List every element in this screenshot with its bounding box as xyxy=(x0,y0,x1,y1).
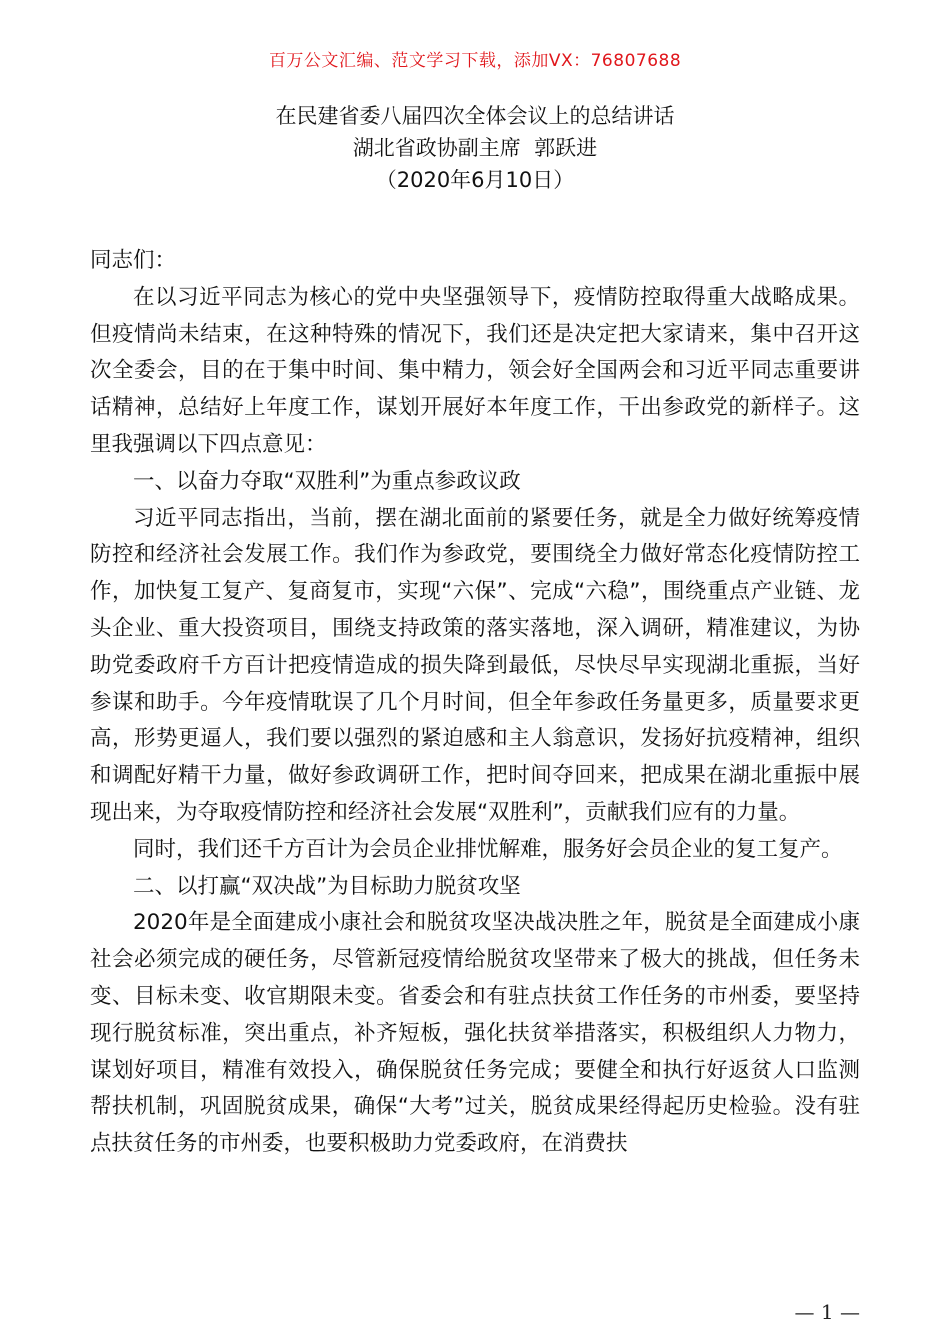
document-header xyxy=(0,100,950,196)
section-heading-2: 二、以打赢“双决战”为目标助力脱贫攻坚 xyxy=(133,873,521,899)
document-title: 在民建省委八届四次全体会议上的总结讲话 xyxy=(275,104,675,128)
paragraph-section1-extra: 同时，我们还千方百计为会员企业排忧解难，服务好会员企业的复工复产。 xyxy=(133,836,843,862)
page-number: — 1 — xyxy=(794,1300,860,1324)
document-body xyxy=(90,243,860,1163)
paragraph-intro: 在以习近平同志为核心的党中央坚强领导下，疫情防控取得重大战略成果。但疫情尚未结束，在这种特殊的情况下，我们还是决定把大家请来，集中召开这次全委会，目的在于集中时间、集中精力，领会好全国两会和习近平同志重要讲话精神，总结好上年度工作，谋划开展好本年度工作，干出参政党的新样子。这里我强调以下四点意见： xyxy=(90,284,860,457)
salutation: 同志们： xyxy=(90,248,177,273)
speaker-line: 湖北省政协副主席 郭跃进 xyxy=(352,136,598,160)
date-line: （2020年6月10日） xyxy=(375,168,575,192)
watermark-banner: 百万公文汇编、范文学习下载，添加VX：76807688 xyxy=(268,51,682,71)
paragraph-section2-main: 2020年是全面建成小康社会和脱贫攻坚决战决胜之年，脱贫是全面建成小康社会必须完成的硬任务，尽管新冠疫情给脱贫攻坚带来了极大的挑战，但任务未变、目标未变、收官期限未变。省委会和有驻点扶贫工作任务的市州委，要坚持现行脱贫标准，突出重点，补齐短板，强化扶贫举措落实，积极组织人力物力，谋划好项目，精准有效投入，确保脱贫任务完成；要健全和执行好返贫人口监测帮扶机制，巩固脱贫成果，确保“大考”过关，脱贫成果经得起历史检验。没有驻点扶贫任务的市州委，也要积极助力党委政府，在消费扶 xyxy=(90,910,860,1157)
section-heading-1: 一、以奋力夺取“双胜利”为重点参政议政 xyxy=(133,468,521,494)
paragraph-section1-main: 习近平同志指出，当前，摆在湖北面前的紧要任务，就是全力做好统筹疫情防控和经济社会发展工作。我们作为参政党，要围绕全力做好常态化疫情防控工作，加快复工复产、复商复市，实现“六保”、完成“六稳”，围绕重点产业链、龙头企业、重大投资项目，围绕支持政策的落实落地，深入调研，精准建议，为协助党委政府千方百计把疫情造成的损失降到最低，尽快尽早实现湖北重振，当好参谋和助手。今年疫情耽误了几个月时间，但全年参政任务量更多，质量要求更高，形势更逼人，我们要以强烈的紧迫感和主人翁意识，发扬好抗疫精神，组织和调配好精干力量，做好参政调研工作，把时间夺回来，把成果在湖北重振中展现出来，为夺取疫情防控和经济社会发展“双胜利”，贡献我们应有的力量。 xyxy=(90,505,860,825)
